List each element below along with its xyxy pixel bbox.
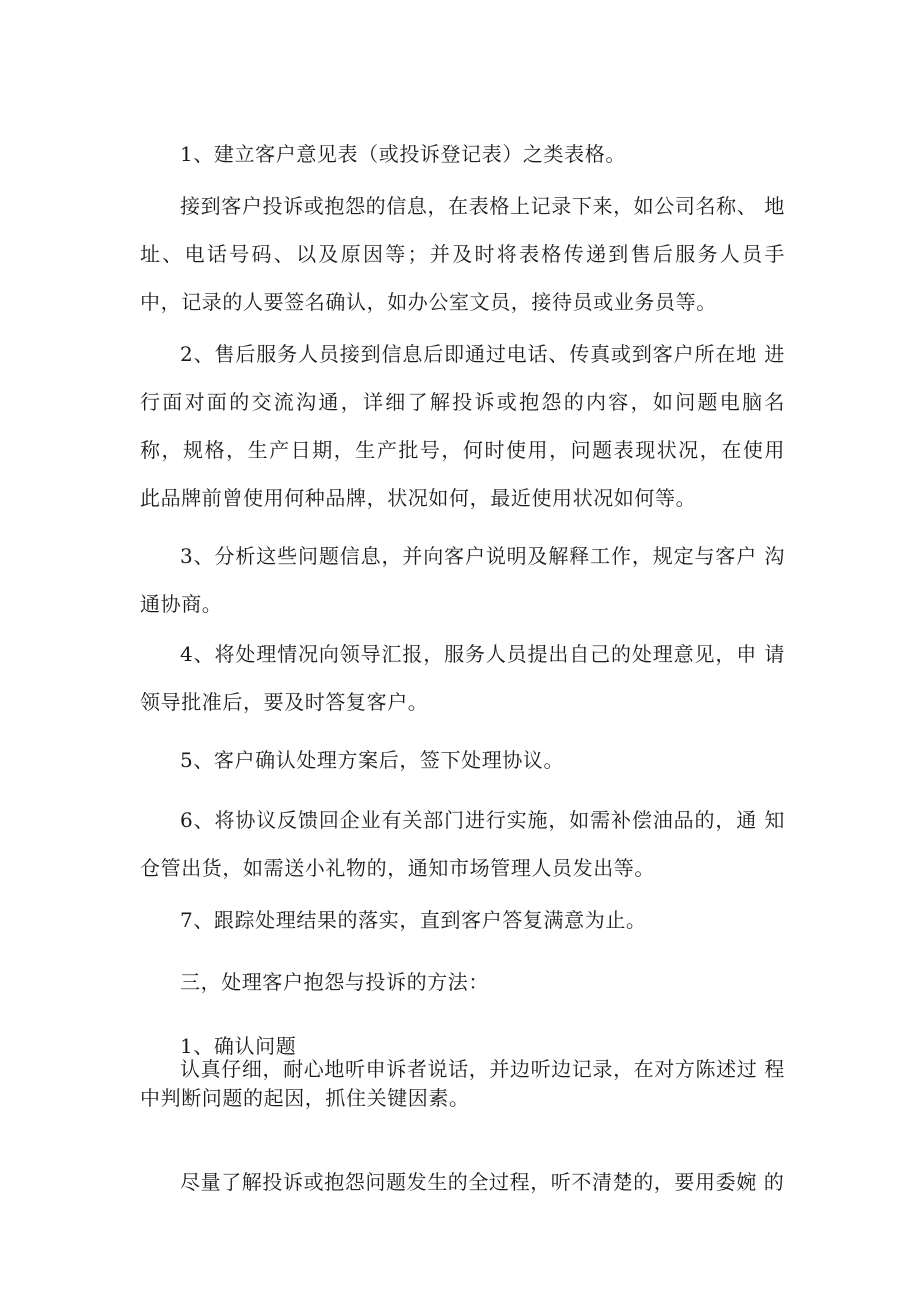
- paragraph-record-complaint: 接到客户投诉或抱怨的信息，在表格上记录下来，如公司名称、 地址、电话号码、以及原因等；并及时将表格传递到售后服务人员手 中，记录的人要签名确认，如办公室文员，接待员或业务员等。: [140, 194, 785, 314]
- paragraph-listen-carefully: 认真仔细，耐心地听申诉者说话，并边听边记录，在对方陈述过 程中判断问题的起因，抓住关键因素。: [140, 1057, 785, 1110]
- subheading-confirm-problem: 1、确认问题: [180, 1034, 297, 1058]
- paragraph-step-4: 4、将处理情况向领导汇报，服务人员提出自己的处理意见，申 请领导批准后，要及时答复客户。: [140, 642, 785, 714]
- paragraph-step-2: 2、售后服务人员接到信息后即通过电话、传真或到客户所在地 进行面对面的交流沟通，详细了解投诉或抱怨的内容，如问题电脑名 称，规格，生产日期，生产批号，何时使用，问题表现状况，在使用 此品牌前曾使用何种品牌，状况如何，最近使用状况如何等。: [140, 342, 785, 510]
- paragraph-understand-process: 尽量了解投诉或抱怨问题发生的全过程，听不清楚的，要用委婉 的: [180, 1170, 785, 1194]
- paragraph-step-1: 1、建立客户意见表（或投诉登记表）之类表格。: [180, 142, 626, 166]
- paragraph-step-7: 7、跟踪处理结果的落实，直到客户答复满意为止。: [180, 908, 647, 932]
- paragraph-step-5: 5、客户确认处理方案后，签下处理协议。: [180, 748, 565, 772]
- paragraph-step-6: 6、将协议反馈回企业有关部门进行实施，如需补偿油品的，通 知仓管出货，如需送小礼物的，通知市场管理人员发出等。: [140, 808, 785, 880]
- section-heading-methods: 三，处理客户抱怨与投诉的方法：: [180, 970, 489, 994]
- paragraph-step-3: 3、分析这些问题信息，并向客户说明及解释工作，规定与客户 沟通协商。: [140, 544, 785, 616]
